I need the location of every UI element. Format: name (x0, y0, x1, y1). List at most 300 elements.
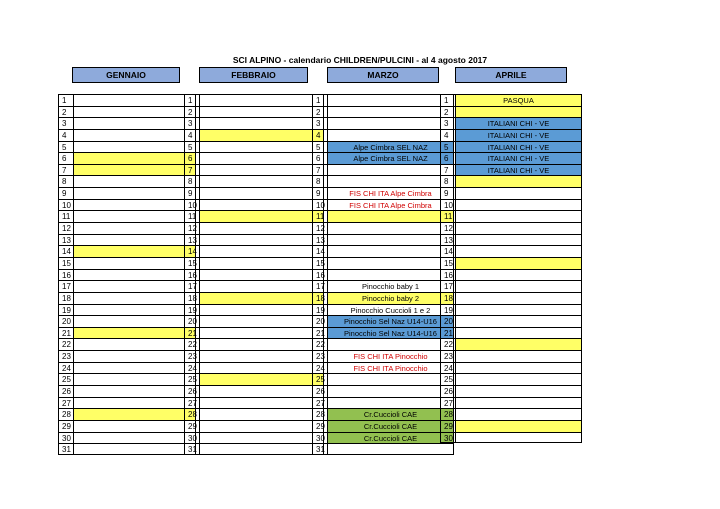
day-number: 16 (440, 269, 455, 281)
day-row (440, 408, 582, 420)
day-row (184, 152, 324, 164)
event-cell[interactable] (199, 234, 324, 246)
month-header-aprile: APRILE (455, 67, 567, 83)
event-cell[interactable] (199, 350, 324, 362)
day-number: 10 (58, 199, 73, 211)
day-row (184, 141, 324, 153)
day-number: 5 (184, 141, 199, 153)
day-number: 1 (58, 94, 73, 106)
day-number: 4 (58, 129, 73, 141)
event-cell[interactable] (73, 129, 196, 141)
event-cell[interactable] (455, 397, 582, 409)
event-cell[interactable] (73, 373, 196, 385)
highlight-cell[interactable] (199, 373, 324, 385)
day-number: 19 (440, 304, 455, 316)
event-cell[interactable] (199, 304, 324, 316)
event-cell[interactable]: Cr.Cuccioli CAE (327, 408, 454, 420)
event-cell[interactable] (199, 94, 324, 106)
day-number: 23 (312, 350, 327, 362)
day-row (312, 187, 454, 199)
event-cell[interactable]: FIS CHI ITA Alpe Cimbra (327, 199, 454, 211)
day-row (184, 222, 324, 234)
day-number: 21 (58, 327, 73, 339)
event-cell[interactable] (327, 164, 454, 176)
day-row (440, 432, 582, 444)
event-cell[interactable]: Pinocchio baby 1 (327, 280, 454, 292)
highlight-cell[interactable] (73, 245, 196, 257)
day-row (184, 315, 324, 327)
event-cell[interactable] (73, 292, 196, 304)
day-row (312, 304, 454, 316)
day-number: 27 (184, 397, 199, 409)
event-cell[interactable]: ITALIANI CHI - VE (455, 129, 582, 141)
day-number: 5 (58, 141, 73, 153)
day-row (440, 94, 582, 106)
event-cell[interactable] (327, 385, 454, 397)
day-row (440, 234, 582, 246)
event-cell[interactable] (199, 362, 324, 374)
day-row (184, 327, 324, 339)
event-cell[interactable] (327, 234, 454, 246)
day-number: 24 (58, 362, 73, 374)
highlight-cell[interactable] (455, 175, 582, 187)
day-row (58, 432, 196, 444)
event-cell[interactable] (73, 175, 196, 187)
event-cell[interactable] (455, 362, 582, 374)
day-number: 17 (312, 280, 327, 292)
event-cell[interactable] (73, 187, 196, 199)
month-column-febbraio (184, 94, 324, 455)
day-number: 13 (312, 234, 327, 246)
day-row (312, 362, 454, 374)
event-cell[interactable]: FIS CHI ITA Pinocchio (327, 362, 454, 374)
day-row (184, 210, 324, 222)
day-row (440, 187, 582, 199)
day-number: 31 (312, 443, 327, 455)
day-row (312, 315, 454, 327)
event-cell[interactable] (455, 385, 582, 397)
day-number: 25 (184, 373, 199, 385)
event-cell[interactable] (73, 280, 196, 292)
highlight-cell[interactable] (455, 338, 582, 350)
day-number: 10 (184, 199, 199, 211)
event-cell[interactable] (73, 257, 196, 269)
event-cell[interactable] (327, 257, 454, 269)
day-row (58, 327, 196, 339)
day-number: 1 (312, 94, 327, 106)
event-cell[interactable] (199, 338, 324, 350)
day-number: 25 (440, 373, 455, 385)
day-number: 15 (312, 257, 327, 269)
day-number: 22 (312, 338, 327, 350)
day-number: 20 (440, 315, 455, 327)
event-cell[interactable] (455, 304, 582, 316)
day-row (440, 373, 582, 385)
day-row (440, 292, 582, 304)
day-number: 29 (312, 420, 327, 432)
event-cell[interactable] (327, 397, 454, 409)
day-row (58, 350, 196, 362)
day-number: 28 (58, 408, 73, 420)
day-row (58, 117, 196, 129)
event-cell[interactable] (327, 106, 454, 118)
event-cell[interactable] (455, 199, 582, 211)
event-cell[interactable] (199, 175, 324, 187)
day-number: 16 (58, 269, 73, 281)
highlight-cell[interactable] (73, 152, 196, 164)
day-row (184, 106, 324, 118)
day-row (58, 234, 196, 246)
event-cell[interactable]: Alpe Cimbra SEL NAZ (327, 152, 454, 164)
day-number: 5 (440, 141, 455, 153)
event-cell[interactable] (455, 408, 582, 420)
event-cell[interactable] (73, 432, 196, 444)
day-row (184, 269, 324, 281)
event-cell[interactable]: ITALIANI CHI - VE (455, 117, 582, 129)
day-row (440, 245, 582, 257)
day-row (440, 397, 582, 409)
day-row (440, 117, 582, 129)
day-row (58, 175, 196, 187)
day-row (312, 234, 454, 246)
event-cell[interactable]: FIS CHI ITA Alpe Cimbra (327, 187, 454, 199)
event-cell[interactable] (73, 117, 196, 129)
day-number: 14 (440, 245, 455, 257)
day-number: 2 (58, 106, 73, 118)
event-cell[interactable] (73, 94, 196, 106)
day-row (58, 106, 196, 118)
day-number: 19 (312, 304, 327, 316)
event-cell[interactable] (199, 117, 324, 129)
event-cell[interactable] (327, 443, 454, 455)
day-row (184, 350, 324, 362)
day-row (58, 257, 196, 269)
day-number: 22 (58, 338, 73, 350)
day-number: 7 (440, 164, 455, 176)
event-cell[interactable] (327, 269, 454, 281)
day-number: 12 (184, 222, 199, 234)
page-title: SCI ALPINO - calendario CHILDREN/PULCINI - al 4 agosto 2017 (232, 55, 488, 65)
event-cell[interactable] (199, 141, 324, 153)
day-row (58, 210, 196, 222)
event-cell[interactable] (199, 269, 324, 281)
event-cell[interactable] (455, 187, 582, 199)
event-cell[interactable] (199, 420, 324, 432)
day-number: 7 (184, 164, 199, 176)
event-cell[interactable] (199, 315, 324, 327)
event-cell[interactable] (327, 222, 454, 234)
day-number: 26 (440, 385, 455, 397)
day-number: 19 (184, 304, 199, 316)
day-number: 27 (58, 397, 73, 409)
day-row (184, 164, 324, 176)
event-cell[interactable] (327, 117, 454, 129)
event-cell[interactable] (327, 175, 454, 187)
month-header-gennaio: GENNAIO (72, 67, 180, 83)
event-cell[interactable]: Alpe Cimbra SEL NAZ (327, 141, 454, 153)
day-number: 13 (184, 234, 199, 246)
day-number: 25 (312, 373, 327, 385)
event-cell[interactable] (199, 257, 324, 269)
day-row (312, 350, 454, 362)
day-number: 13 (440, 234, 455, 246)
day-row (184, 304, 324, 316)
day-number: 11 (440, 210, 455, 222)
event-cell[interactable] (327, 94, 454, 106)
day-row (312, 129, 454, 141)
highlight-cell[interactable] (327, 210, 454, 222)
day-row (440, 222, 582, 234)
month-column-marzo (312, 94, 454, 455)
event-cell[interactable] (455, 432, 582, 444)
day-number: 16 (184, 269, 199, 281)
event-cell[interactable] (455, 327, 582, 339)
day-number: 24 (312, 362, 327, 374)
day-number: 18 (58, 292, 73, 304)
event-cell[interactable] (455, 234, 582, 246)
event-cell[interactable] (327, 373, 454, 385)
event-cell[interactable] (199, 152, 324, 164)
event-cell[interactable] (327, 245, 454, 257)
event-cell[interactable] (73, 338, 196, 350)
day-number: 18 (184, 292, 199, 304)
day-number: 6 (440, 152, 455, 164)
event-cell[interactable] (199, 164, 324, 176)
event-cell[interactable] (455, 280, 582, 292)
day-row (58, 94, 196, 106)
day-number: 2 (440, 106, 455, 118)
event-cell[interactable] (73, 106, 196, 118)
day-number: 18 (440, 292, 455, 304)
event-cell[interactable] (199, 327, 324, 339)
day-row (312, 257, 454, 269)
day-row (58, 292, 196, 304)
day-number: 26 (58, 385, 73, 397)
event-cell[interactable]: FIS CHI ITA Pinocchio (327, 350, 454, 362)
event-cell[interactable]: Cr.Cuccioli CAE (327, 432, 454, 444)
day-number: 27 (312, 397, 327, 409)
day-number: 31 (184, 443, 199, 455)
event-cell[interactable] (455, 373, 582, 385)
day-row (58, 338, 196, 350)
event-cell[interactable]: Pinocchio Cuccioli 1 e 2 (327, 304, 454, 316)
event-cell[interactable] (73, 397, 196, 409)
day-number: 21 (312, 327, 327, 339)
event-cell[interactable] (455, 222, 582, 234)
event-cell[interactable] (455, 292, 582, 304)
event-cell[interactable] (73, 210, 196, 222)
day-row (58, 373, 196, 385)
day-number: 30 (184, 432, 199, 444)
day-number: 23 (58, 350, 73, 362)
day-number: 2 (312, 106, 327, 118)
event-cell[interactable] (327, 338, 454, 350)
event-cell[interactable] (199, 385, 324, 397)
day-row (312, 164, 454, 176)
month-column-gennaio (58, 94, 196, 455)
event-cell[interactable] (199, 443, 324, 455)
day-row (58, 362, 196, 374)
highlight-cell[interactable] (455, 420, 582, 432)
day-number: 15 (184, 257, 199, 269)
event-cell[interactable] (199, 187, 324, 199)
day-number: 8 (184, 175, 199, 187)
highlight-cell[interactable] (199, 210, 324, 222)
event-cell[interactable] (455, 245, 582, 257)
day-row (440, 199, 582, 211)
day-row (440, 152, 582, 164)
event-cell[interactable]: PASQUA (455, 94, 582, 106)
event-cell[interactable] (455, 315, 582, 327)
day-number: 12 (58, 222, 73, 234)
event-cell[interactable] (455, 210, 582, 222)
event-cell[interactable]: ITALIANI CHI - VE (455, 152, 582, 164)
event-cell[interactable]: Pinocchio Sel Naz U14-U16 (327, 327, 454, 339)
day-number: 6 (58, 152, 73, 164)
day-number: 19 (58, 304, 73, 316)
day-number: 14 (58, 245, 73, 257)
event-cell[interactable] (73, 443, 196, 455)
day-row (312, 199, 454, 211)
day-row (184, 373, 324, 385)
day-row (58, 408, 196, 420)
day-number: 30 (312, 432, 327, 444)
highlight-cell[interactable] (73, 408, 196, 420)
event-cell[interactable] (199, 432, 324, 444)
event-cell[interactable] (73, 350, 196, 362)
day-row (58, 129, 196, 141)
day-row (58, 199, 196, 211)
day-number: 12 (440, 222, 455, 234)
event-cell[interactable] (199, 222, 324, 234)
event-cell[interactable]: ITALIANI CHI - VE (455, 164, 582, 176)
day-row (184, 408, 324, 420)
day-row (312, 175, 454, 187)
day-row (58, 269, 196, 281)
day-row (440, 385, 582, 397)
event-cell[interactable] (73, 362, 196, 374)
day-row (184, 292, 324, 304)
day-row (440, 304, 582, 316)
event-cell[interactable]: ITALIANI CHI - VE (455, 141, 582, 153)
day-number: 6 (184, 152, 199, 164)
event-cell[interactable] (73, 304, 196, 316)
month-header-marzo: MARZO (327, 67, 439, 83)
day-number: 14 (184, 245, 199, 257)
day-number: 24 (184, 362, 199, 374)
day-row (440, 327, 582, 339)
event-cell[interactable] (455, 269, 582, 281)
day-row (58, 141, 196, 153)
day-row (184, 432, 324, 444)
day-row (312, 432, 454, 444)
event-cell[interactable] (327, 129, 454, 141)
day-row (440, 175, 582, 187)
day-row (312, 245, 454, 257)
highlight-cell[interactable] (199, 129, 324, 141)
day-number: 26 (184, 385, 199, 397)
day-number: 2 (184, 106, 199, 118)
day-number: 28 (184, 408, 199, 420)
day-number: 23 (184, 350, 199, 362)
day-number: 9 (184, 187, 199, 199)
highlight-cell[interactable] (199, 292, 324, 304)
day-row (312, 327, 454, 339)
event-cell[interactable] (199, 280, 324, 292)
highlight-cell[interactable] (455, 106, 582, 118)
event-cell[interactable] (455, 350, 582, 362)
day-number: 8 (58, 175, 73, 187)
day-number: 17 (184, 280, 199, 292)
day-row (312, 106, 454, 118)
day-number: 25 (58, 373, 73, 385)
day-row (312, 292, 454, 304)
event-cell[interactable] (199, 199, 324, 211)
event-cell[interactable] (73, 315, 196, 327)
event-cell[interactable] (73, 234, 196, 246)
day-row (312, 222, 454, 234)
highlight-cell[interactable] (73, 164, 196, 176)
day-row (58, 420, 196, 432)
day-row (58, 385, 196, 397)
event-cell[interactable] (199, 245, 324, 257)
event-cell[interactable] (73, 222, 196, 234)
day-number: 21 (184, 327, 199, 339)
event-cell[interactable]: Pinocchio baby 2 (327, 292, 454, 304)
day-number: 15 (440, 257, 455, 269)
event-cell[interactable] (199, 397, 324, 409)
event-cell[interactable] (73, 141, 196, 153)
day-row (312, 420, 454, 432)
day-number: 17 (440, 280, 455, 292)
day-row (184, 280, 324, 292)
day-row (440, 362, 582, 374)
event-cell[interactable] (199, 106, 324, 118)
day-number: 11 (58, 210, 73, 222)
day-number: 20 (58, 315, 73, 327)
day-row (312, 408, 454, 420)
day-row (440, 269, 582, 281)
day-row (184, 338, 324, 350)
day-number: 16 (312, 269, 327, 281)
day-number: 1 (440, 94, 455, 106)
day-number: 9 (440, 187, 455, 199)
month-header-febbraio: FEBBRAIO (199, 67, 308, 83)
event-cell[interactable]: Cr.Cuccioli CAE (327, 420, 454, 432)
highlight-cell[interactable] (455, 257, 582, 269)
day-number: 8 (440, 175, 455, 187)
day-number: 7 (58, 164, 73, 176)
event-cell[interactable] (199, 408, 324, 420)
event-cell[interactable]: Pinocchio Sel Naz U14-U16 (327, 315, 454, 327)
event-cell[interactable] (73, 420, 196, 432)
day-number: 22 (184, 338, 199, 350)
event-cell[interactable] (73, 385, 196, 397)
day-row (184, 397, 324, 409)
day-row (440, 141, 582, 153)
day-row (58, 443, 196, 455)
day-number: 20 (184, 315, 199, 327)
highlight-cell[interactable] (73, 327, 196, 339)
day-number: 31 (58, 443, 73, 455)
event-cell[interactable] (73, 269, 196, 281)
day-number: 7 (312, 164, 327, 176)
day-row (440, 129, 582, 141)
day-row (58, 245, 196, 257)
day-row (312, 397, 454, 409)
day-row (312, 280, 454, 292)
event-cell[interactable] (73, 199, 196, 211)
